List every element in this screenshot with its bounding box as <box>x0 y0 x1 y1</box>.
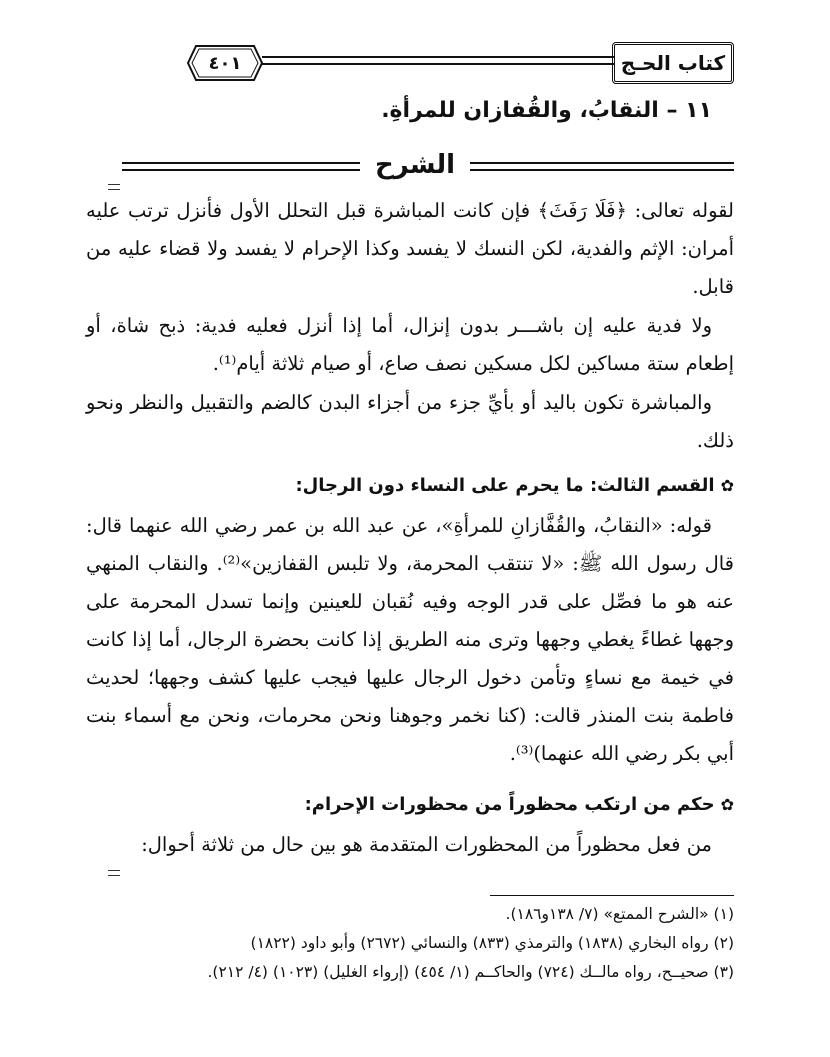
sharh-title: الشرح <box>374 150 456 180</box>
matn-line: ١١ – النقابُ، والقُفازان للمرأةِ. <box>381 98 712 123</box>
flower-icon: ✿ <box>720 476 734 495</box>
footnote: (١) «الشرح الممتع» (٧/ ١٣٨و١٨٦). <box>505 905 734 923</box>
footnote: (٢) رواه البخاري (١٨٣٨) والترمذي (٨٣٣) والنسائي (٢٦٧٢) وأبو داود (١٨٢٢) <box>250 934 734 952</box>
book-title: كتاب الحـج <box>620 51 726 75</box>
paragraph: والمباشرة تكون باليد أو بأيِّ جزء من أجزاء البدن كالضم والتقبيل والنظر ونحو ذلك. <box>86 391 734 452</box>
paragraph: لقوله تعالى: ﴿فَلَا رَفَثَ﴾ فإن كانت المباشرة قبل التحلل الأول فأنزل ترتب عليه أمران: الإثم والفدية، لكن النسك لا يفسد وكذا الإحرام لا يفسد ولا قضاء عليه من قابل. <box>86 199 734 298</box>
sharh-rule <box>470 162 734 164</box>
section-heading <box>295 475 734 496</box>
section-heading-text: حكم من ارتكب محظوراً من محظورات الإحرام: <box>304 794 715 815</box>
paragraph: من فعل محظوراً من المحظورات المتقدمة هو بين حال من ثلاثة أحوال: <box>141 833 712 856</box>
margin-mark <box>108 189 120 190</box>
header-rule <box>262 56 614 58</box>
margin-mark <box>108 870 120 871</box>
sharh-rule <box>122 162 360 164</box>
sharh-rule <box>470 169 734 171</box>
section-heading <box>305 794 734 815</box>
sharh-rule <box>122 169 360 171</box>
paragraph: ولا فدية عليه إن باشـــر بدون إنزال، أما إذا أنزل فعليه فدية: ذبح شاة، أو إطعام ستة مساكين لكل مسكين نصف صاع، أو صيام ثلاثة أيام⁽¹⁾. <box>86 314 734 375</box>
page-number: ٤٠١ <box>208 52 242 74</box>
footnote: (٣) صحيــح، رواه مالــك (٧٢٤) والحاكــم (١/ ٤٥٤) (إرواء الغليل) (١٠٢٣) (٤/ ٢١٢). <box>207 963 734 981</box>
book-title-box <box>612 42 734 84</box>
section-heading-text: القسم الثالث: ما يحرم على النساء دون الرجال: <box>295 475 715 496</box>
paragraph: قوله: «النقابُ، والقُفَّازانِ للمرأةِ»، عن عبد الله بن عمر رضي الله عنهما قال: قال رسول الله ﷺ: «لا تنتقب المحرمة، ولا تلبس القفازين»⁽²⁾. والنقاب المنهي عنه هو ما فصِّل على قدر الوجه وفيه نُقبان للعينين وإنما تسدل المحرمة على وجهها غطاءً يغطي وجهها وترى منه الطريق إذا كانت بحضرة الرجال، أما إذا كانت في خيمة مع نساءٍ وتأمن دخول الرجال عليها فيجب عليها كشف وجهها؛ لحديث فاطمة بنت المنذر قالت: (كنا نخمر وجوهنا ونحن محرمات، ونحن مع أسماء بنت أبي بكر رضي الله عنهما)⁽³⁾. <box>86 514 734 765</box>
header-rule <box>262 63 614 65</box>
flower-icon: ✿ <box>720 795 734 814</box>
margin-mark <box>108 875 120 876</box>
footnote-rule <box>490 895 734 896</box>
margin-mark <box>108 184 120 185</box>
